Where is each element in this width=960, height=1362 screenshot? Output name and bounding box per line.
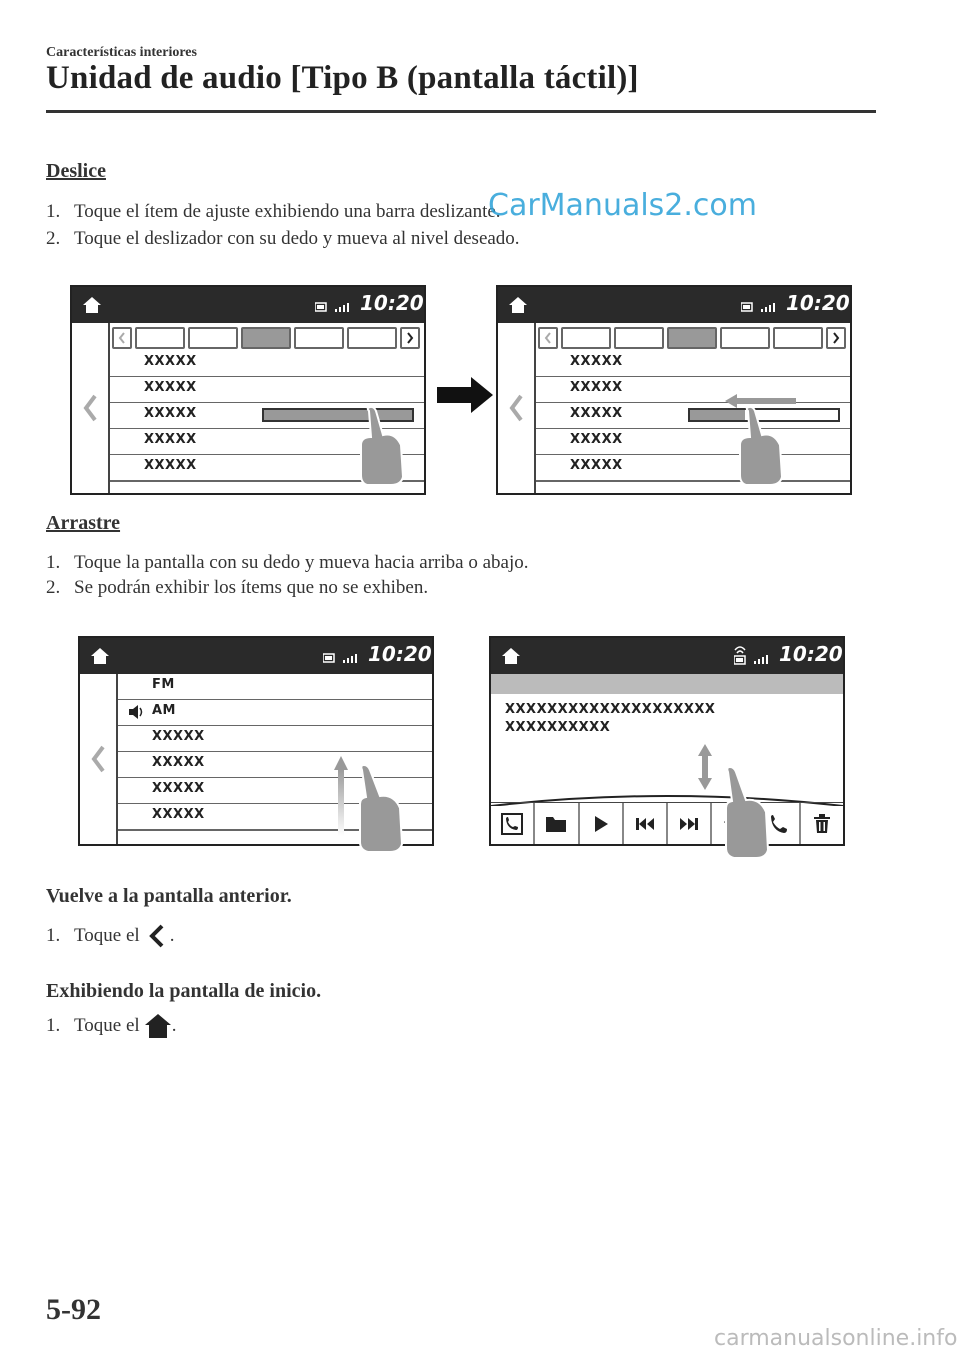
delete-button[interactable]	[801, 803, 843, 845]
folder-button[interactable]	[535, 803, 579, 845]
hand-pointer-icon	[357, 405, 407, 487]
home-icon[interactable]	[501, 646, 521, 666]
step-end: .	[171, 1015, 177, 1036]
chapter-label: Características interiores	[46, 45, 197, 60]
hand-pointer-icon	[356, 764, 406, 854]
list-item[interactable]	[536, 351, 850, 378]
message-line-1: XXXXXXXXXXXXXXXXXXXX	[505, 702, 716, 717]
list-item-label: XXXXX	[152, 781, 205, 796]
deslice-step-2	[46, 228, 520, 250]
footer-watermark: carmanualsonline.info	[714, 1326, 958, 1351]
chevron-left-icon	[544, 332, 552, 344]
previous-button[interactable]	[624, 803, 668, 845]
tab-prev[interactable]	[112, 327, 132, 349]
list-item[interactable]	[536, 455, 850, 482]
inicio-step-1	[46, 1012, 176, 1040]
list-item-label: XXXXX	[144, 458, 197, 473]
list-item[interactable]	[110, 351, 424, 378]
volver-step-1	[46, 923, 174, 949]
step-text: Toque la pantalla con su dedo y mueva hacia arriba o abajo.	[74, 552, 529, 573]
step-number: 1.	[46, 552, 61, 573]
scroll-updown-arrow-icon	[697, 744, 713, 790]
status-bar	[72, 287, 424, 323]
play-icon	[593, 815, 609, 833]
list-item[interactable]	[536, 403, 850, 430]
list-item-label: FM	[152, 677, 175, 692]
step-text: Toque el	[74, 925, 140, 946]
tab[interactable]	[294, 327, 344, 349]
arrastre-step-2	[46, 577, 428, 599]
tab[interactable]	[773, 327, 823, 349]
arrow-right-icon	[435, 375, 495, 415]
tab-prev[interactable]	[538, 327, 558, 349]
list-item-label: XXXXX	[152, 755, 205, 770]
home-icon[interactable]	[90, 646, 110, 666]
chevron-right-icon	[832, 332, 840, 344]
phone-screen-icon	[501, 813, 523, 835]
home-icon	[144, 1012, 172, 1040]
screen-message	[489, 636, 845, 846]
tab-strip	[112, 327, 420, 349]
deslice-heading: Deslice	[46, 160, 106, 182]
message-header-bar	[491, 674, 843, 694]
list-item[interactable]	[118, 674, 432, 701]
back-panel	[498, 323, 536, 493]
tab-next[interactable]	[826, 327, 846, 349]
inicio-heading: Exhibiendo la pantalla de inicio.	[46, 980, 322, 1002]
list-item-label: XXXXX	[570, 380, 623, 395]
clock: 10:20	[786, 291, 850, 315]
step-number: 1.	[46, 201, 61, 222]
folder-icon	[545, 815, 567, 833]
step-text: Toque el deslizador con su dedo y mueva al nivel deseado.	[74, 228, 520, 249]
status-bar	[491, 638, 843, 674]
tab-active[interactable]	[667, 327, 717, 349]
phone-screen-button[interactable]	[491, 803, 535, 845]
step-number: 2.	[46, 577, 61, 598]
volver-heading: Vuelve a la pantalla anterior.	[46, 885, 292, 907]
toolbar	[491, 802, 843, 845]
home-icon[interactable]	[508, 295, 528, 315]
chevron-left-icon	[118, 332, 126, 344]
tab-active[interactable]	[241, 327, 291, 349]
step-text: Se podrán exhibir los ítems que no se exhiben.	[74, 577, 429, 598]
watermark-logo: CarManuals2.com	[488, 188, 758, 223]
step-text: Toque el	[74, 1015, 140, 1036]
status-bar	[498, 287, 850, 323]
next-button[interactable]	[668, 803, 712, 845]
hand-pointer-icon	[722, 766, 772, 860]
clock: 10:20	[368, 642, 432, 666]
back-panel	[72, 323, 110, 493]
signal-icon	[323, 652, 363, 664]
tab[interactable]	[347, 327, 397, 349]
signal-icon	[741, 301, 781, 313]
tab[interactable]	[720, 327, 770, 349]
tab[interactable]	[188, 327, 238, 349]
step-number: 2.	[46, 228, 61, 249]
previous-track-icon	[635, 817, 655, 831]
list-item[interactable]	[536, 377, 850, 404]
page-number: 5-92	[46, 1293, 101, 1326]
chevron-right-icon	[406, 332, 414, 344]
tab[interactable]	[135, 327, 185, 349]
list-item-label: XXXXX	[144, 354, 197, 369]
list-item[interactable]	[118, 726, 432, 753]
signal-icon	[315, 301, 355, 313]
list-item-label: XXXXX	[144, 432, 197, 447]
arrastre-heading: Arrastre	[46, 512, 121, 534]
home-icon[interactable]	[82, 295, 102, 315]
back-panel	[80, 674, 118, 844]
tab-next[interactable]	[400, 327, 420, 349]
title-rule	[46, 110, 876, 113]
trash-icon	[813, 814, 831, 834]
list-item-label: XXXXX	[152, 729, 205, 744]
list-item-label: XXXXX	[570, 406, 623, 421]
list-item-label: XXXXX	[570, 458, 623, 473]
play-button[interactable]	[580, 803, 624, 845]
back-chevron-icon[interactable]	[82, 393, 98, 423]
back-chevron-icon[interactable]	[90, 744, 106, 774]
step-number: 1.	[46, 1015, 61, 1036]
back-chevron-icon	[146, 923, 170, 949]
list-item-label: XXXXX	[144, 406, 197, 421]
drag-up-arrow-icon	[333, 756, 349, 836]
back-chevron-icon[interactable]	[508, 393, 524, 423]
list-item-label: XXXXX	[144, 380, 197, 395]
clock: 10:20	[779, 642, 843, 666]
list-item[interactable]	[536, 429, 850, 456]
tab-strip	[538, 327, 846, 349]
tab[interactable]	[614, 327, 664, 349]
list-item-label: XXXXX	[570, 354, 623, 369]
deslice-step-1	[46, 201, 501, 223]
list-item-label: AM	[152, 703, 176, 718]
page-title: Unidad de audio [Tipo B (pantalla táctil)]	[46, 60, 639, 96]
status-bar	[80, 638, 432, 674]
screen-slider-after	[496, 285, 852, 495]
tab[interactable]	[561, 327, 611, 349]
list-item-label: XXXXX	[570, 432, 623, 447]
arrastre-step-1	[46, 552, 529, 574]
list-item-label: XXXXX	[152, 807, 205, 822]
clock: 10:20	[360, 291, 424, 315]
hand-pointer-icon	[736, 405, 786, 487]
wifi-signal-icon	[734, 644, 774, 666]
step-number: 1.	[46, 925, 61, 946]
message-line-2: XXXXXXXXXX	[505, 720, 611, 735]
step-end: .	[169, 925, 175, 946]
screen-slider-before	[70, 285, 426, 495]
step-text: Toque el ítem de ajuste exhibiendo una barra deslizante.	[74, 201, 501, 222]
speaker-icon	[128, 705, 144, 719]
next-track-icon	[679, 817, 699, 831]
list-item[interactable]	[118, 700, 432, 727]
list-item[interactable]	[110, 377, 424, 404]
